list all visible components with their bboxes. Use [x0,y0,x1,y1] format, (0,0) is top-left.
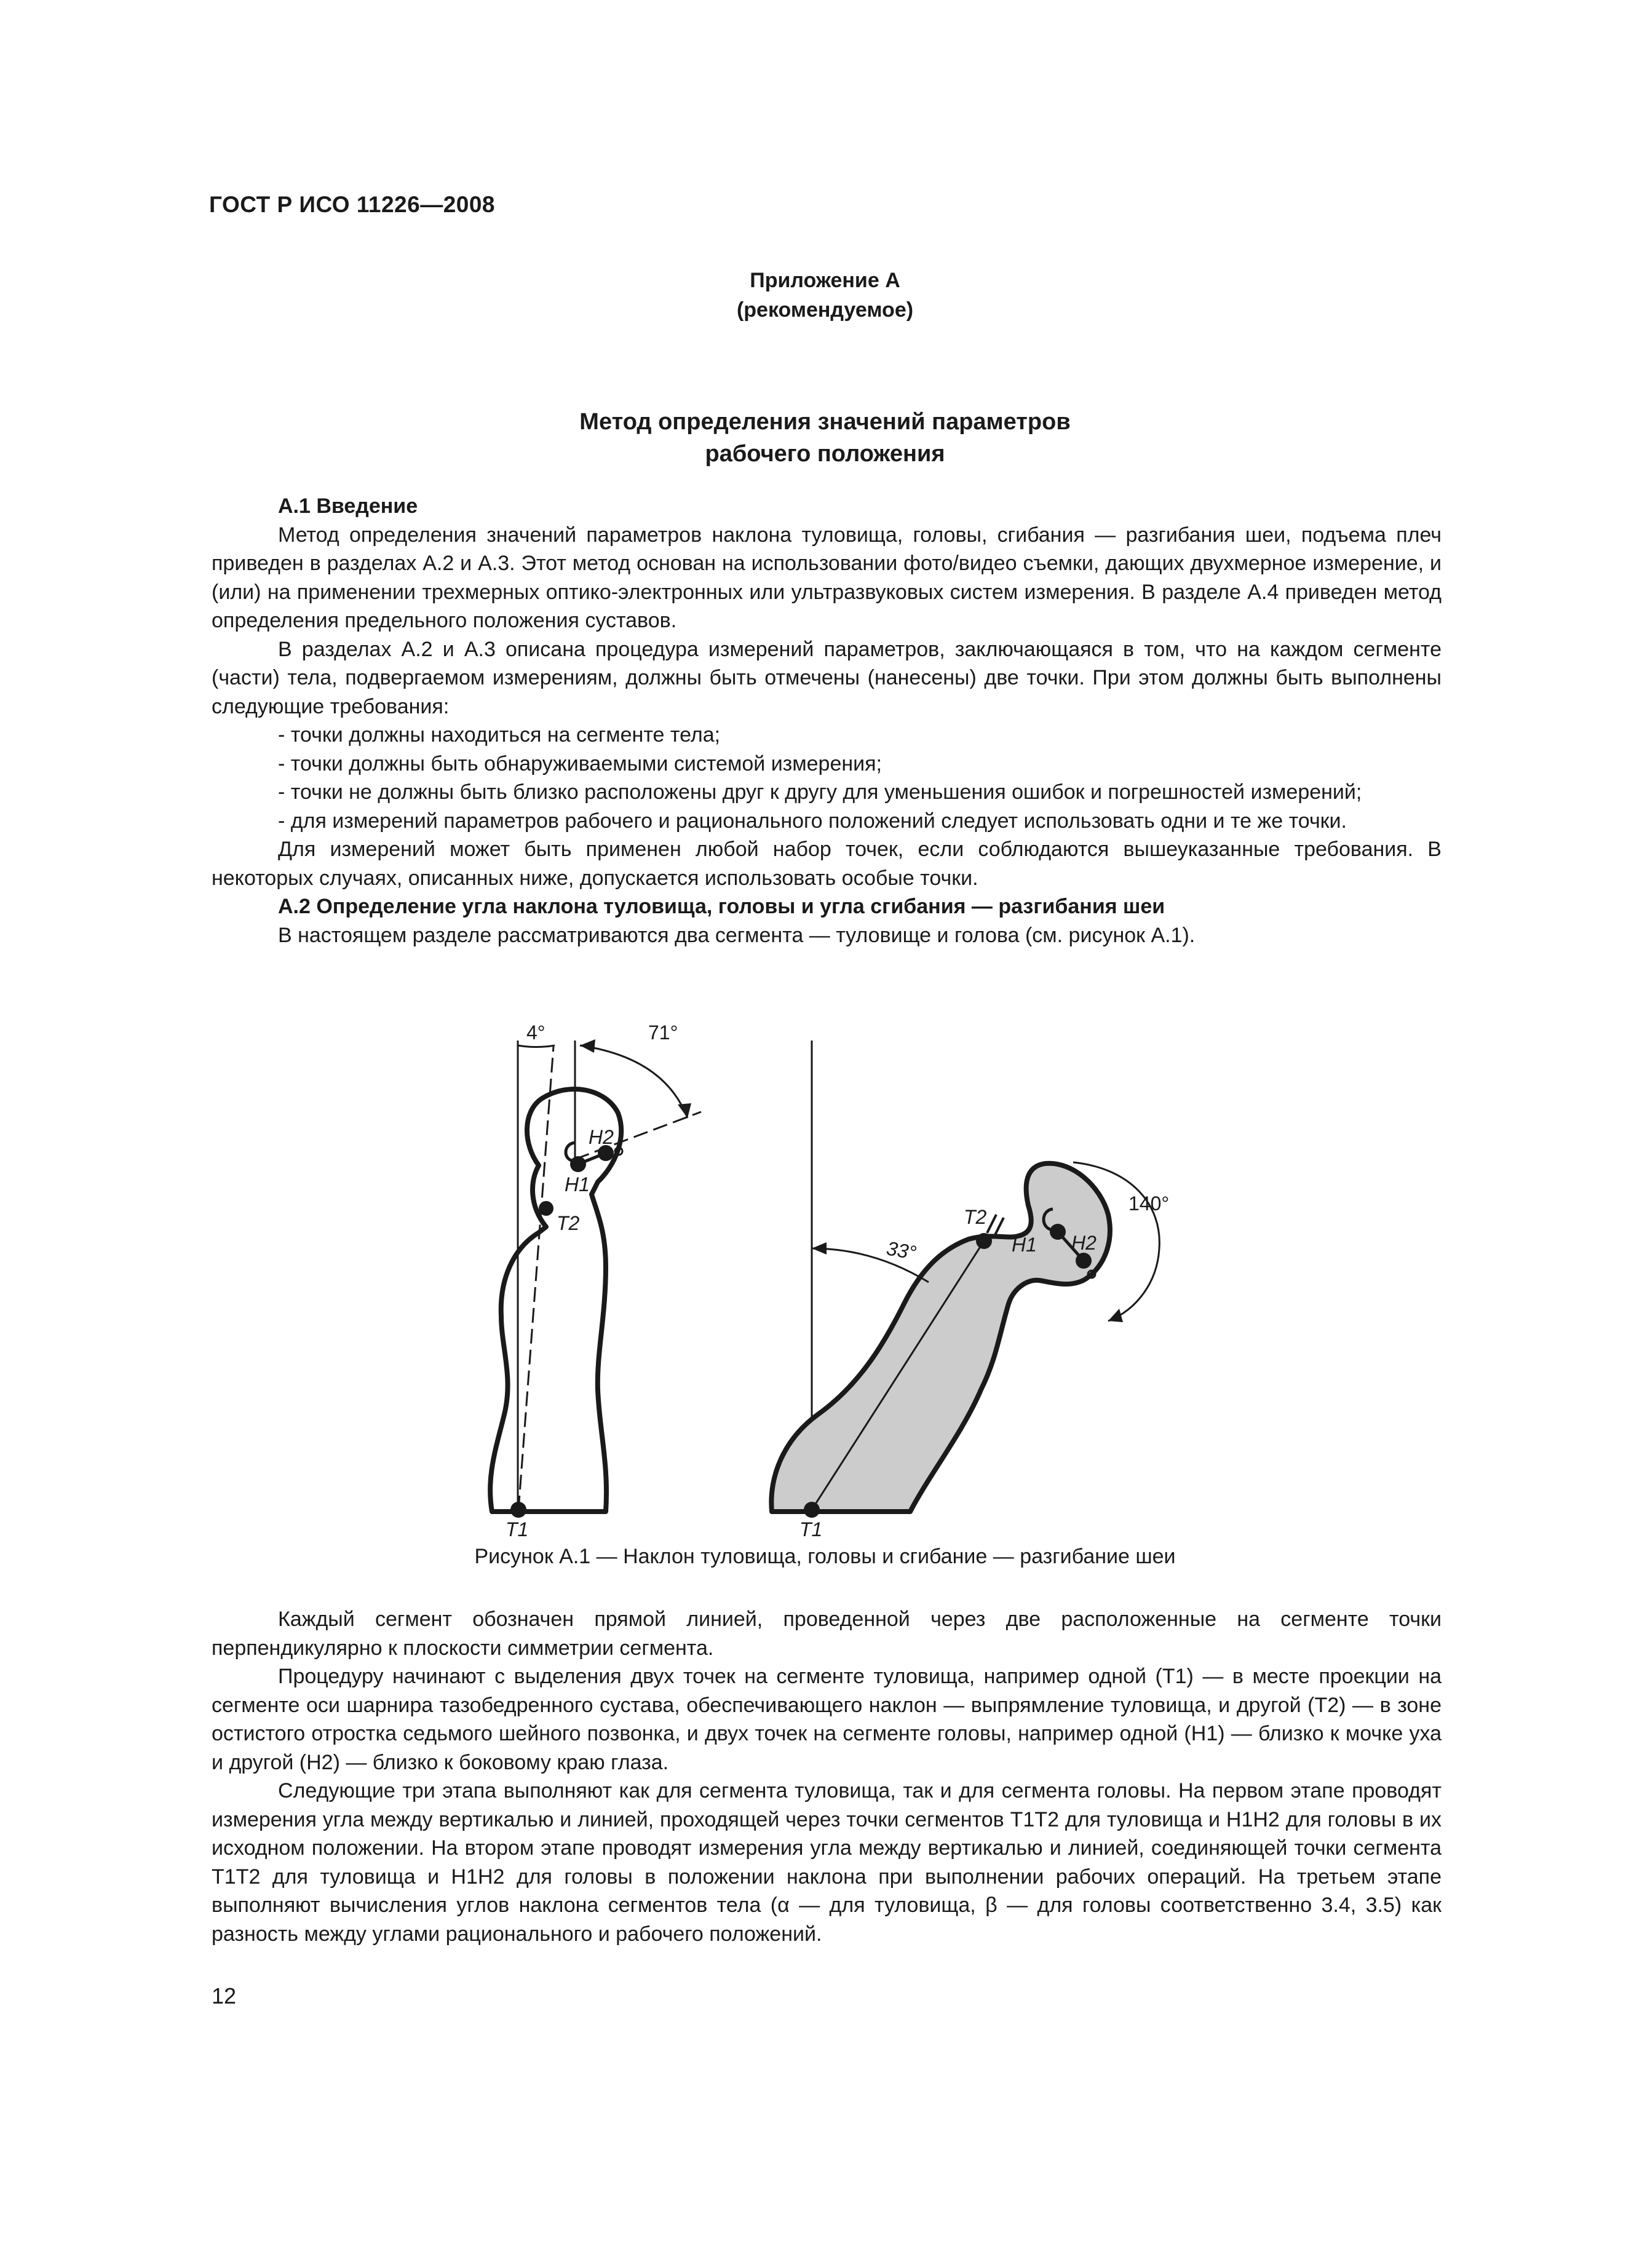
list-item: - точки должны находиться на сегменте тела; [278,723,721,747]
left-figure-labels [506,1021,678,1540]
section-a2-heading: А.2 Определение угла наклона туловища, головы и угла сгибания — разгибания шеи [278,895,1165,918]
angle-arc [580,1045,688,1118]
label-t1: T1 [799,1518,823,1540]
point-t1 [804,1502,820,1518]
angle-label-4: 4° [526,1021,545,1044]
figure-caption: Рисунок А.1 — Наклон туловища, головы и сгибание — разгибание шеи [474,1545,1176,1568]
paragraph: Следующие три этапа выполняют как для сегмента туловища, так и для сегмента головы. На первом этапе проводят измерения угла между вертикалью и линией, проходящей через точки сегментов Т1Т2 для туловища и Н1Н2 для головы в их исходном положении. На втором этапе проводят измерения угла между вертикалью и линией, соединяющей точки сегмента Т1Т2 для туловища и Н1Н2 для головы в положении наклона при выполнении рабочих операций. На третьем этапе выполняют вычисления углов наклона сегментов тела (α — для туловища, β — для головы соответственно 3.4, 3.5) как разность между углами рационального и рабочего положений. [212,1779,1442,1946]
label-h1: H1 [1012,1234,1037,1256]
angle-arc [518,1045,555,1047]
list-item: - для измерений параметров рабочего и рационального положений следует использовать одни и те же точки. [278,809,1347,833]
body-text-after-figure [212,1605,1442,1948]
tick-mark [994,1218,1004,1236]
label-h2: H2 [1071,1232,1097,1254]
arrowhead-icon [812,1242,827,1255]
point-t2 [539,1201,553,1216]
label-t2: T2 [557,1212,580,1234]
paragraph: Процедуру начинают с выделения двух точек на сегменте туловища, например одной (Т1) — в месте проекции на сегменте оси шарнира тазобедренного сустава, обеспечивающего наклон — выпрямление туловища, и другой (Т2) — в зоне остистого отростка седьмого шейного позвонка, и двух точек на сегменте головы, например одной (Н1) — близко к мочке уха и другой (Н2) — близко к боковому краю глаза. [212,1665,1442,1774]
arrowhead-icon [580,1039,595,1053]
angle-label-140: 140° [1128,1192,1170,1215]
paragraph: Каждый сегмент обозначен прямой линией, проведенной через две расположенные на сегменте точки перпендикулярно к плоскости симметрии сегмента. [212,1608,1442,1660]
tick-mark [987,1215,996,1233]
point-t1 [510,1502,526,1518]
angle-label-71: 71° [648,1021,678,1044]
document-code: ГОСТ Р ИСО 11226—2008 [209,192,496,217]
point-h1 [1050,1224,1066,1240]
paragraph: Метод определения значений параметров наклона туловища, головы, сгибания — разгибания шеи, подъема плеч приведен в разделах А.2 и А.3. Этот метод основан на использовании фото/видео съемки, дающих двухмерное измерение, и (или) на применении трехмерных оптико-электронных или ультразвуковых систем измерения. В разделе А.4 приведен метод определения предельного положения суставов. [212,523,1442,632]
trunk-line [518,1047,553,1510]
section-a1-heading: А.1 Введение [278,494,418,518]
body-outline [771,1164,1109,1512]
paragraph: Для измерений может быть применен любой набор точек, если соблюдаются вышеуказанные требования. В некоторых случаях, описанных ниже, допускается использовать особые точки. [212,838,1442,890]
page-title-line1: Метод определения значений параметров [579,409,1071,435]
right-figure [771,1041,1159,1518]
arrowhead-icon [1108,1309,1123,1322]
list-item: - точки должны быть обнаруживаемыми системой измерения; [278,751,882,775]
appendix-status: (рекомендуемое) [736,298,914,322]
left-figure [490,1039,701,1518]
page-title-line2: рабочего положения [705,441,945,467]
angle-label-33: 33° [884,1237,918,1264]
label-t2: T2 [964,1206,987,1228]
point-h1 [570,1156,586,1172]
paragraph: В разделах А.2 и А.3 описана процедура измерений параметров, заключающаяся в том, что на каждом сегменте (части) тела, подвергаемом измерениям, должны быть отмечены (нанесены) две точки. При этом должны быть выполнены следующие требования: [212,637,1442,718]
page-number: 12 [212,1983,237,2008]
label-h2: H2 [589,1126,614,1148]
appendix-title: Приложение А [750,269,900,292]
list-item: - точки не должны быть близко расположены друг к другу для уменьшения ошибок и погрешностей измерений; [278,780,1362,804]
arrowhead-icon [678,1103,691,1118]
label-t1: T1 [506,1518,529,1540]
point-h2 [1076,1253,1092,1269]
point-t2 [976,1233,992,1249]
paragraph: В настоящем разделе рассматриваются два сегмента — туловище и голова (см. рисунок А.1). [278,923,1196,947]
label-h1: H1 [565,1173,590,1195]
